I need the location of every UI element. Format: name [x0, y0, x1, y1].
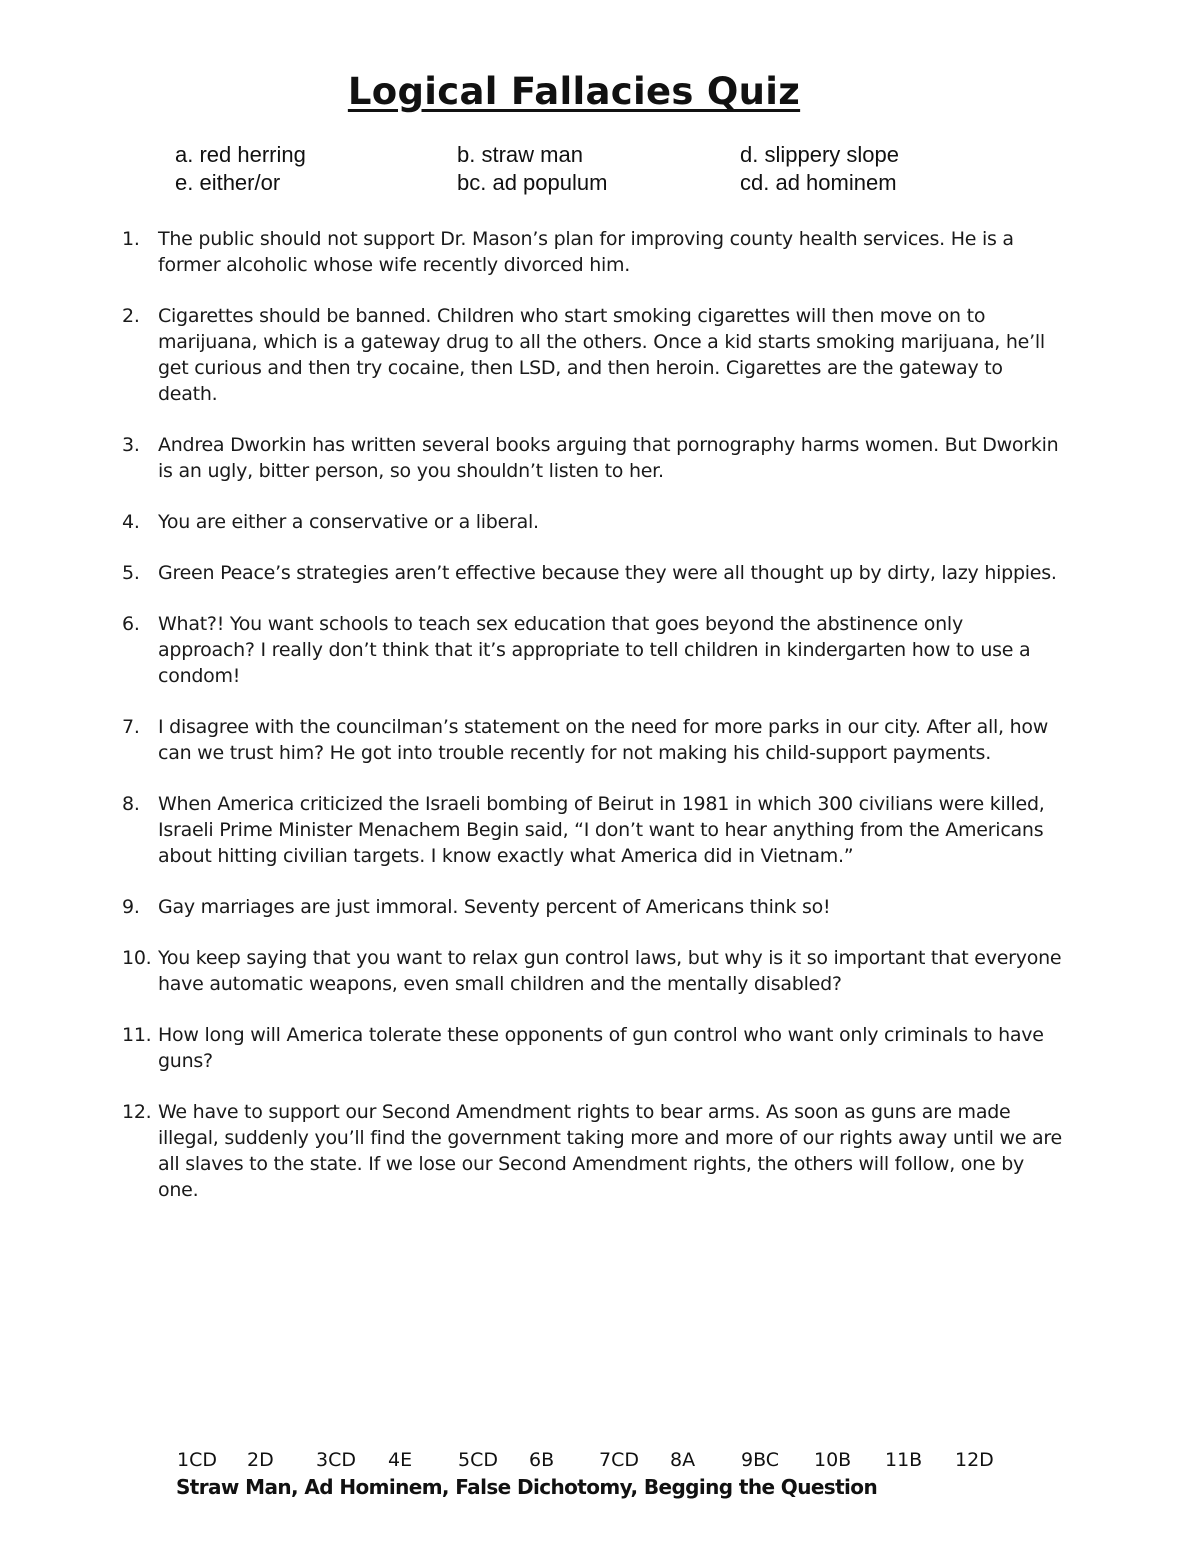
- question-item: [122, 945, 1062, 997]
- question-number: 6.: [122, 613, 140, 635]
- question-number: 10.: [122, 947, 152, 969]
- question-number: 1.: [122, 228, 140, 250]
- question-item: [122, 1099, 1062, 1203]
- option-d: d. slippery slope: [740, 142, 899, 167]
- question-item: [122, 611, 1062, 689]
- question-number: 8.: [122, 793, 140, 815]
- question-text: I disagree with the councilman’s statement on the need for more parks in our city. After all, how can we trust him? He got into trouble recently for not making his child-support payments.: [158, 716, 1049, 764]
- answer-12: 12D: [955, 1449, 994, 1471]
- answer-key: [177, 1447, 994, 1473]
- question-number: 2.: [122, 305, 140, 327]
- question-text: The public should not support Dr. Mason’s plan for improving county health services. He is a former alcoholic whose wife recently divorced him.: [158, 228, 1014, 276]
- question-item: [122, 1022, 1062, 1074]
- answer-2: 2D: [247, 1449, 274, 1471]
- question-text: How long will America tolerate these opponents of gun control who want only criminals to have guns?: [158, 1024, 1044, 1072]
- question-number: 4.: [122, 511, 140, 533]
- question-text: Gay marriages are just immoral. Seventy percent of Americans think so!: [158, 896, 831, 918]
- answer-1: 1CD: [177, 1449, 217, 1471]
- answer-4: 4E: [388, 1449, 413, 1471]
- question-text: What?! You want schools to teach sex education that goes beyond the abstinence only approach? I really don’t think that it’s appropriate to tell children in kindergarten how to use a condom!: [158, 613, 1031, 687]
- option-a: a. red herring: [175, 142, 306, 167]
- answer-9: 9BC: [741, 1449, 780, 1471]
- question-number: 11.: [122, 1024, 152, 1046]
- answer-8: 8A: [670, 1449, 696, 1471]
- answer-7: 7CD: [599, 1449, 639, 1471]
- question-text: You are either a conservative or a liberal.: [158, 511, 539, 533]
- question-item: [122, 714, 1062, 766]
- option-b: b. straw man: [457, 142, 583, 167]
- question-item: [122, 226, 1062, 278]
- answer-11: 11B: [885, 1449, 923, 1471]
- question-text: Green Peace’s strategies aren’t effective because they were all thought up by dirty, lazy hippies.: [158, 562, 1057, 584]
- option-bc: bc. ad populum: [457, 170, 608, 195]
- answer-6: 6B: [529, 1449, 555, 1471]
- question-number: 12.: [122, 1101, 152, 1123]
- answer-10: 10B: [814, 1449, 852, 1471]
- answer-3: 3CD: [316, 1449, 356, 1471]
- question-item: [122, 560, 1062, 586]
- question-number: 7.: [122, 716, 140, 738]
- question-number: 9.: [122, 896, 140, 918]
- answer-5: 5CD: [458, 1449, 498, 1471]
- option-e: e. either/or: [175, 170, 281, 195]
- question-text: Cigarettes should be banned. Children who start smoking cigarettes will then move on to marijuana, which is a gateway drug to all the others. Once a kid starts smoking marijuana, he’ll get curious and then try cocaine, then LSD, and then heroin. Cigarettes are the gateway to death.: [158, 305, 1045, 405]
- question-number: 3.: [122, 434, 140, 456]
- question-item: [122, 432, 1062, 484]
- question-text: Andrea Dworkin has written several books arguing that pornography harms women. But Dworkin is an ugly, bitter person, so you shouldn’t listen to her.: [158, 434, 1059, 482]
- fallacy-options: [175, 141, 1035, 197]
- question-item: [122, 509, 1062, 535]
- question-list: [122, 226, 1062, 1228]
- question-item: [122, 791, 1062, 869]
- question-text: You keep saying that you want to relax gun control laws, but why is it so important that everyone have automatic weapons, even small children and the mentally disabled?: [158, 947, 1062, 995]
- question-item: [122, 303, 1062, 407]
- question-text: When America criticized the Israeli bombing of Beirut in 1981 in which 300 civilians were killed, Israeli Prime Minister Menachem Begin said, “I don’t want to hear anything from the Americans about hitting civilian targets. I know exactly what America did in Vietnam.”: [158, 793, 1045, 867]
- fallacy-summary: Straw Man, Ad Hominem, False Dichotomy, Begging the Question: [176, 1475, 878, 1499]
- question-number: 5.: [122, 562, 140, 584]
- question-item: [122, 894, 1062, 920]
- question-text: We have to support our Second Amendment rights to bear arms. As soon as guns are made illegal, suddenly you’ll find the government taking more and more of our rights away until we are all slaves to the state. If we lose our Second Amendment rights, the others will follow, one by one.: [158, 1101, 1062, 1201]
- option-cd: cd. ad hominem: [740, 170, 897, 195]
- page-title: Logical Fallacies Quiz: [347, 70, 801, 113]
